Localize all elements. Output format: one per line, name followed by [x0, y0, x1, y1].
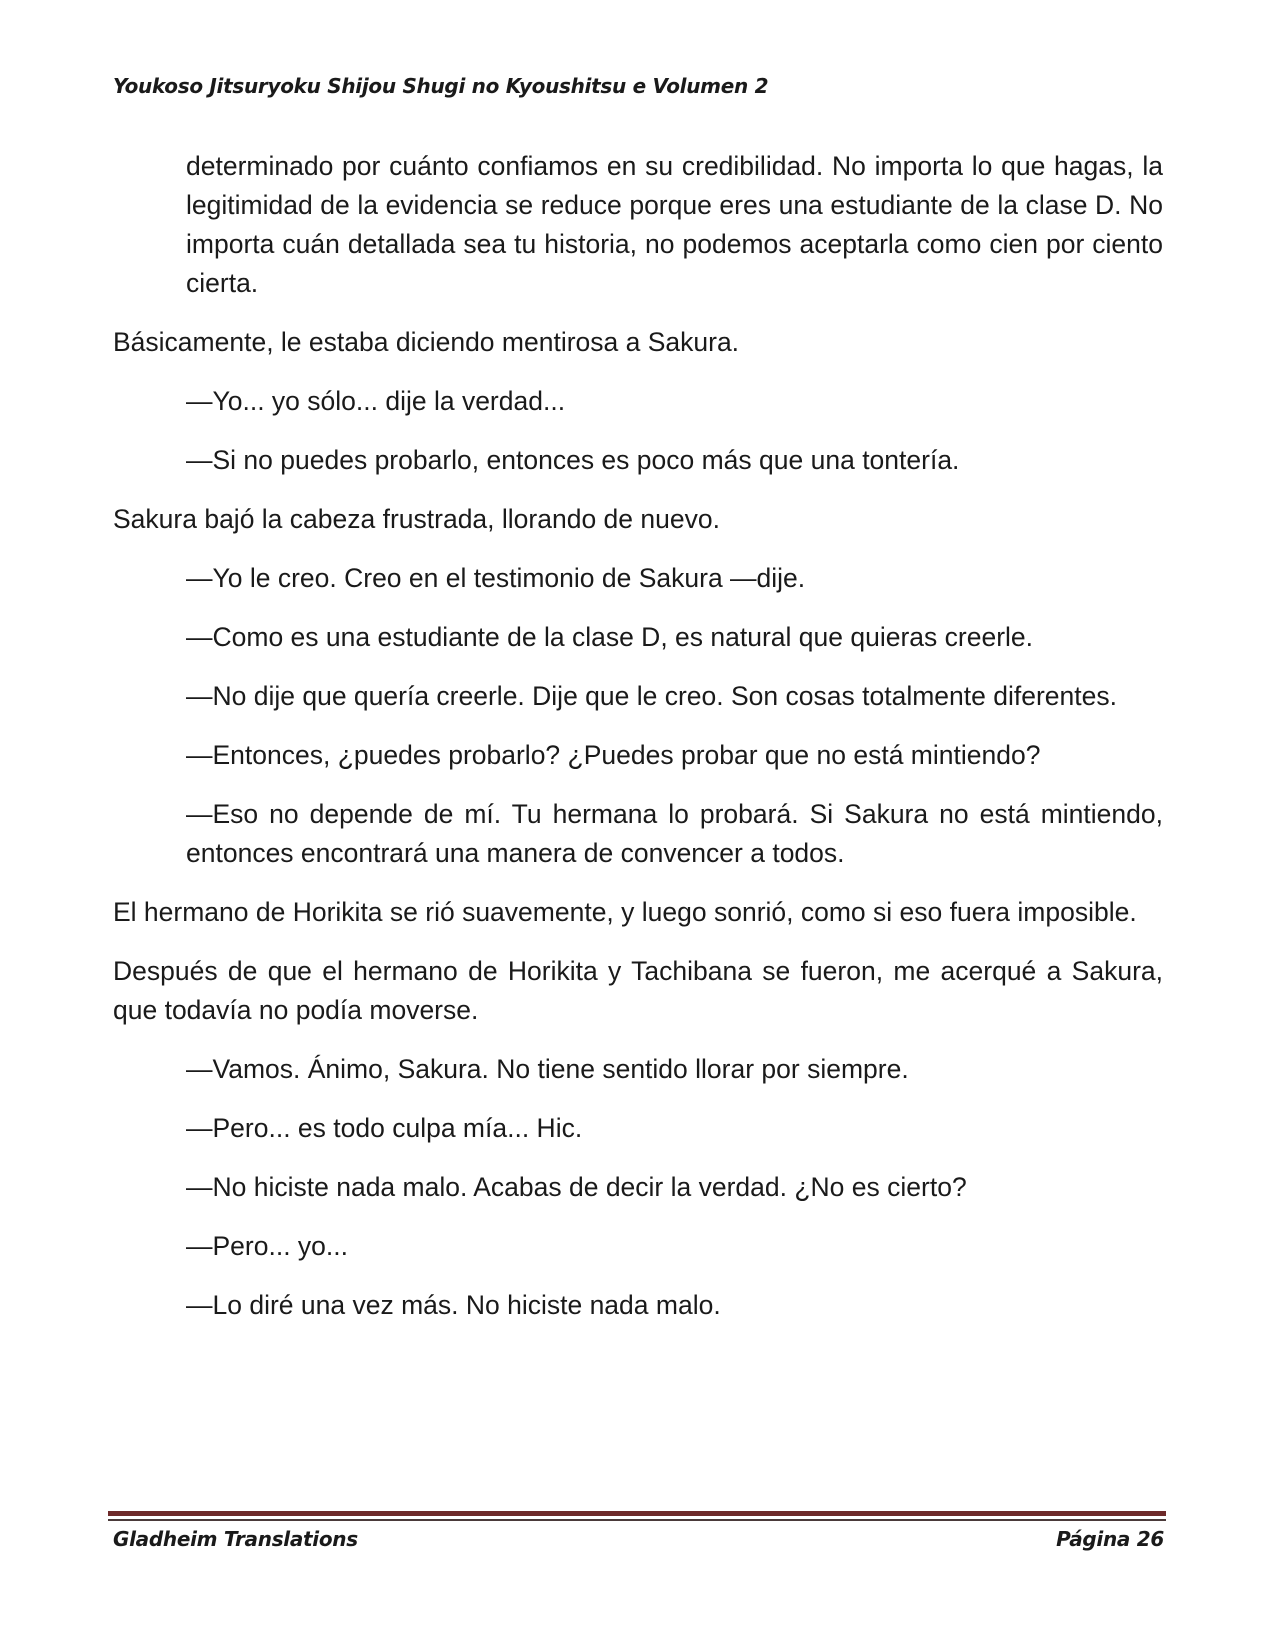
paragraph: El hermano de Horikita se rió suavemente, y luego sonrió, como si eso fuera imposible. [113, 897, 1137, 927]
dialogue-line: —Lo diré una vez más. No hiciste nada malo. [186, 1290, 721, 1320]
paragraph: Sakura bajó la cabeza frustrada, llorando de nuevo. [113, 504, 720, 534]
footer-credit: Gladheim Translations [113, 1527, 358, 1551]
dialogue-line: —Si no puedes probarlo, entonces es poco más que una tontería. [186, 445, 960, 475]
dialogue-line: —Eso no depende de mí. Tu hermana lo probará. Si Sakura no está mintiendo, entonces encontrará una manera de convencer a todos. [186, 799, 1163, 868]
footer-divider-thick [108, 1511, 1166, 1516]
paragraph: Después de que el hermano de Horikita y Tachibana se fueron, me acerqué a Sakura, que todavía no podía moverse. [113, 956, 1163, 1025]
dialogue-line: —Entonces, ¿puedes probarlo? ¿Puedes probar que no está mintiendo? [186, 740, 1041, 770]
dialogue-line: —Yo le creo. Creo en el testimonio de Sakura —dije. [186, 563, 806, 593]
footer-divider-thin [108, 1519, 1166, 1521]
dialogue-line: —Pero... es todo culpa mía... Hic. [186, 1113, 583, 1143]
dialogue-line: —Como es una estudiante de la clase D, es natural que quieras creerle. [186, 622, 1034, 652]
page-header-title: Youkoso Jitsuryoku Shijou Shugi no Kyoushitsu e Volumen 2 [113, 74, 769, 98]
paragraph: Básicamente, le estaba diciendo mentirosa a Sakura. [113, 327, 740, 357]
page-number: Página 26 [1056, 1527, 1164, 1551]
paragraph: determinado por cuánto confiamos en su credibilidad. No importa lo que hagas, la legitimidad de la evidencia se reduce porque eres una estudiante de la clase D. No importa cuán detallada sea tu historia, no podemos aceptarla como cien por ciento cierta. [186, 151, 1163, 298]
dialogue-line: —Yo... yo sólo... dije la verdad... [186, 386, 566, 416]
dialogue-line: —No dije que quería creerle. Dije que le creo. Son cosas totalmente diferentes. [186, 681, 1117, 711]
dialogue-line: —Vamos. Ánimo, Sakura. No tiene sentido llorar por siempre. [186, 1054, 909, 1084]
dialogue-line: —Pero... yo... [186, 1231, 349, 1261]
page-body [113, 147, 1163, 1345]
dialogue-line: —No hiciste nada malo. Acabas de decir la verdad. ¿No es cierto? [186, 1172, 967, 1202]
